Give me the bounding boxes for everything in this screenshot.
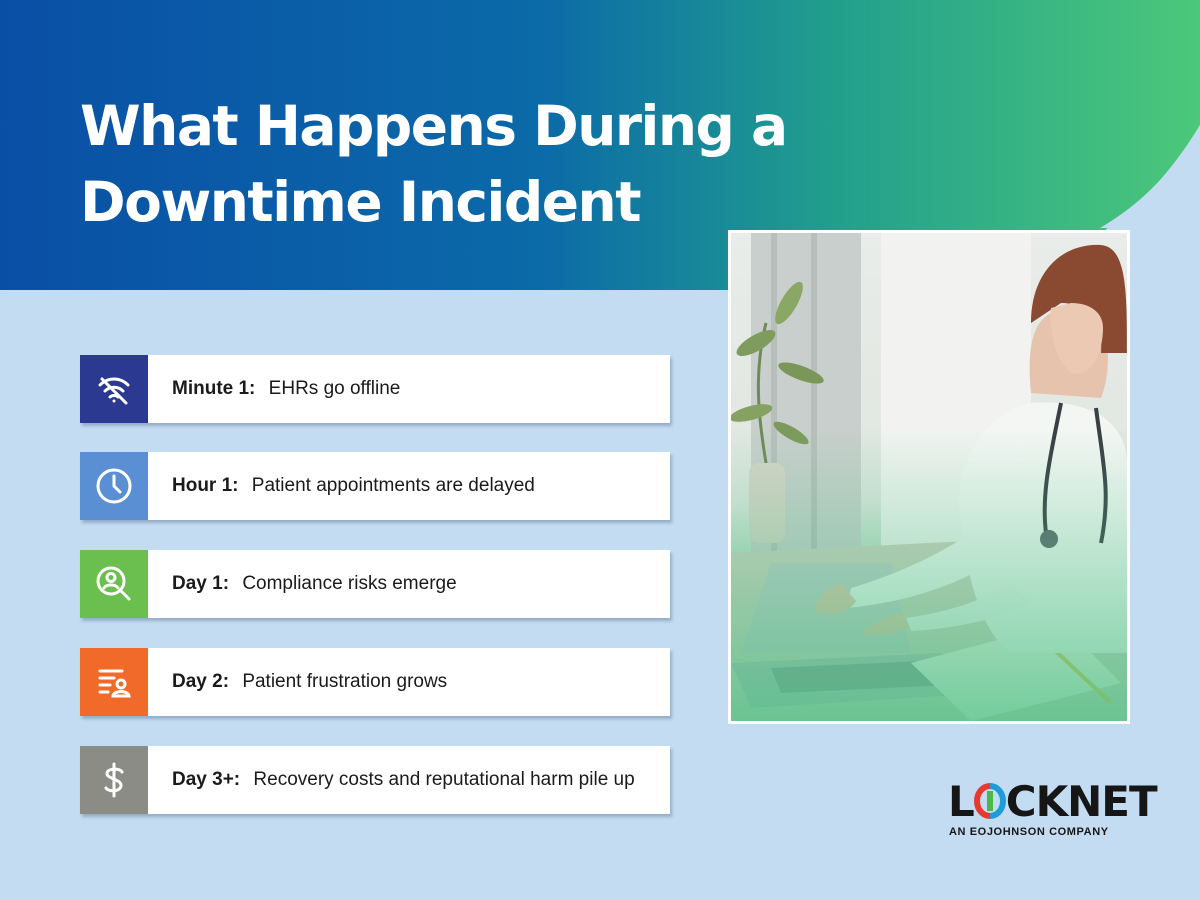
clock-icon — [80, 452, 148, 520]
step-description: Compliance risks emerge — [242, 573, 457, 594]
clinician-photo — [728, 230, 1130, 724]
page-title — [80, 88, 787, 240]
timeline-step-day-3-plus — [80, 746, 670, 814]
step-label: Day 3+: — [172, 769, 241, 790]
step-label: Minute 1: — [172, 378, 256, 399]
step-label: Hour 1: — [172, 475, 239, 496]
title-line-2: Downtime Incident — [80, 170, 641, 234]
user-list-icon — [80, 648, 148, 716]
step-label: Day 1: — [172, 573, 230, 594]
logo-tagline: AN EOJOHNSON COMPANY — [949, 826, 1109, 838]
step-description: Recovery costs and reputational harm pile up — [253, 769, 635, 790]
logo-wordmark — [948, 778, 1157, 826]
step-label: Day 2: — [172, 671, 230, 692]
timeline-step-hour-1 — [80, 452, 670, 520]
title-line-1: What Happens During a — [80, 94, 787, 158]
step-description: Patient frustration grows — [242, 671, 448, 692]
timeline-step-day-1 — [80, 550, 670, 618]
timeline-step-minute-1 — [80, 355, 670, 423]
step-description: Patient appointments are delayed — [251, 475, 535, 496]
user-search-icon — [80, 550, 148, 618]
dollar-icon — [80, 746, 148, 814]
timeline-step-day-2 — [80, 648, 670, 716]
wifi-off-icon — [80, 355, 148, 423]
locknet-logo — [948, 777, 1157, 844]
logo-word-start: L — [948, 777, 974, 826]
logo-word-end: CKNET — [1005, 777, 1157, 826]
logo-o-mark-icon — [974, 781, 1006, 817]
step-description: EHRs go offline — [268, 378, 401, 399]
